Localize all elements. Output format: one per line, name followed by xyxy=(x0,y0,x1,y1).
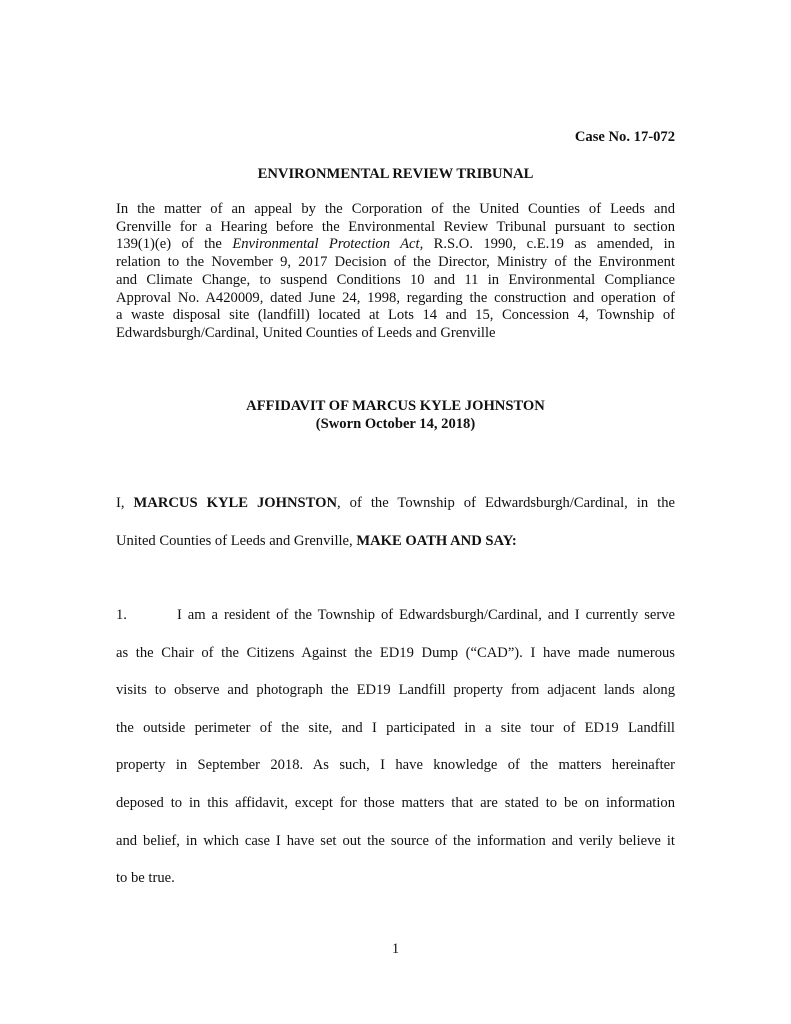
oath-prefix: I, xyxy=(116,495,134,511)
case-number: Case No. 17-072 xyxy=(574,129,675,145)
matter-paragraph xyxy=(116,201,675,343)
oath-text: United Counties of Leeds and Grenville, xyxy=(116,533,357,549)
deponent-name: MARCUS KYLE JOHNSTON xyxy=(133,495,337,511)
matter-line: and Climate Change, to suspend Conditions 10 and 11 in Environmental Compliance xyxy=(116,271,675,288)
paragraph-number: 1. xyxy=(116,607,127,623)
oath-text: , of the Township of Edwardsburgh/Cardinal, in the xyxy=(337,495,675,511)
matter-line: a waste disposal site (landfill) located at Lots 14 and 15, Concession 4, Township of xyxy=(116,307,675,324)
matter-line: relation to the November 9, 2017 Decision of the Director, Ministry of the Environment xyxy=(116,254,675,271)
matter-line: Edwardsburgh/Cardinal, United Counties of Leeds and Grenville xyxy=(116,324,496,341)
tribunal-heading: ENVIRONMENTAL REVIEW TRIBUNAL xyxy=(257,166,534,182)
affidavit-heading xyxy=(0,398,791,433)
paragraph-line: visits to observe and photograph the ED19 Landfill property from adjacent lands along xyxy=(116,682,675,699)
affidavit-title: AFFIDAVIT OF MARCUS KYLE JOHNSTON xyxy=(246,398,545,414)
matter-line: Grenville for a Hearing before the Environmental Review Tribunal pursuant to section xyxy=(116,218,675,235)
matter-line-text: 139(1)(e) of the xyxy=(116,236,233,253)
paragraph-line: the outside perimeter of the site, and I participated in a site tour of ED19 Landfill xyxy=(116,719,675,736)
paragraph-text: I am a resident of the Township of Edwardsburgh/Cardinal, and I currently serve xyxy=(177,607,675,623)
paragraph-line: deposed to in this affidavit, except for those matters that are stated to be on information xyxy=(116,794,675,811)
page-number: 1 xyxy=(391,941,400,957)
paragraph-line: property in September 2018. As such, I have knowledge of the matters hereinafter xyxy=(116,757,675,774)
oath-declaration: MAKE OATH AND SAY: xyxy=(356,533,517,549)
paragraph-line: and belief, in which case I have set out the source of the information and verily believe it xyxy=(116,832,675,849)
oath-paragraph xyxy=(116,484,675,560)
sworn-date: (Sworn October 14, 2018) xyxy=(315,415,476,432)
oath-line xyxy=(116,522,675,560)
matter-line: In the matter of an appeal by the Corporation of the United Counties of Leeds and xyxy=(116,201,675,217)
oath-line xyxy=(116,484,675,522)
matter-line xyxy=(116,236,675,254)
paragraph-line: as the Chair of the Citizens Against the ED19 Dump (“CAD”). I have made numerous xyxy=(116,644,675,661)
paragraph-line: to be true. xyxy=(116,870,175,887)
matter-line-text: R.S.O. 1990, c.E.19 as amended, in xyxy=(423,236,675,253)
numbered-paragraph-1 xyxy=(116,597,675,898)
paragraph-line xyxy=(116,597,675,635)
matter-line: Approval No. A420009, dated June 24, 1998, regarding the construction and operation of xyxy=(116,289,675,306)
statute-title: Environmental Protection Act, xyxy=(232,236,424,253)
